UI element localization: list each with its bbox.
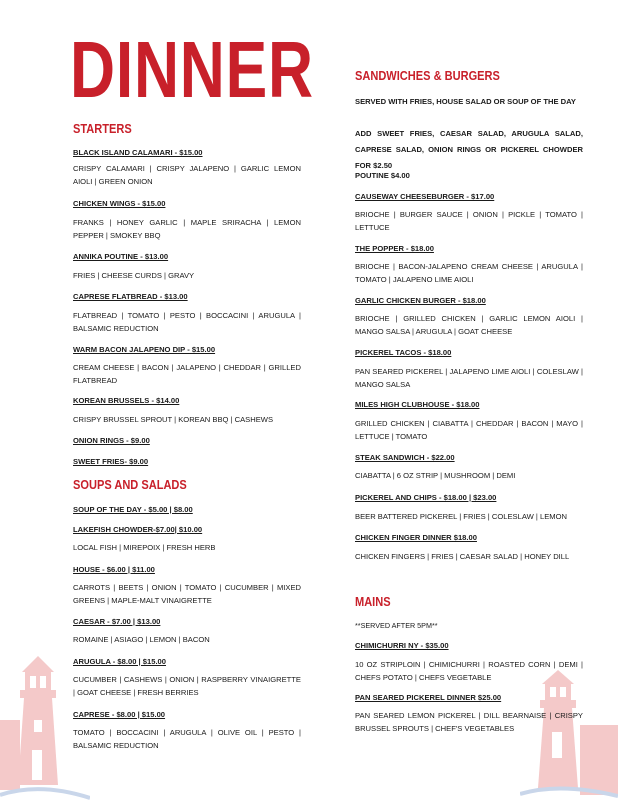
menu-item-title: CHICKEN WINGS - $15.00: [73, 199, 166, 208]
menu-item-title: ONION RINGS - $9.00: [73, 436, 150, 445]
lighthouse-icon: [0, 650, 90, 800]
menu-item-desc: CRISPY CALAMARI | CRISPY JALAPENO | GARLIC LEMON AIOLI | GREEN ONION: [73, 164, 301, 186]
menu-item-desc: GRILLED CHICKEN | CIABATTA | CHEDDAR | BACON | MAYO | LETTUCE | TOMATO: [355, 419, 583, 441]
menu-item-desc: BRIOCHE | BURGER SAUCE | ONION | PICKLE | TOMATO | LETTUCE: [355, 210, 583, 232]
menu-item-title: PICKEREL AND CHIPS - $18.00 | $23.00: [355, 493, 497, 502]
menu-item-desc: CHICKEN FINGERS | FRIES | CAESAR SALAD | HONEY DILL: [355, 552, 570, 561]
menu-item-title: CAPRESE - $8.00 | $15.00: [73, 710, 166, 719]
menu-item-desc: CARROTS | BEETS | ONION | TOMATO | CUCUMBER | MIXED GREENS | MAPLE-MALT VINAIGRETTE: [73, 583, 301, 605]
menu-item-desc: BRIOCHE | BACON-JALAPENO CREAM CHEESE | ARUGULA | TOMATO | JALAPENO LIME AIOLI: [355, 262, 583, 284]
poutine-note: POUTINE $4.00: [355, 171, 410, 180]
menu-item-title: CHIMICHURRI NY - $35.00: [355, 641, 449, 650]
menu-item-desc: BRIOCHE | GRILLED CHICKEN | GARLIC LEMON AIOLI | MANGO SALSA | ARUGULA | GOAT CHEESE: [355, 314, 583, 336]
menu-item-title: PICKEREL TACOS - $18.00: [355, 348, 452, 357]
page-title: DINNER: [70, 25, 314, 114]
menu-item-desc: FRIES | CHEESE CURDS | GRAVY: [73, 271, 195, 280]
add-ons-note: ADD SWEET FRIES, CAESAR SALAD, ARUGULA SALAD, CAPRESE SALAD, ONION RINGS OR PICKEREL CHOWDER FOR $2.50: [355, 129, 583, 170]
menu-item-desc: FRANKS | HONEY GARLIC | MAPLE SRIRACHA | LEMON PEPPER | SMOKEY BBQ: [73, 218, 301, 240]
menu-item-title: CAPRESE FLATBREAD - $13.00: [73, 292, 188, 301]
menu-item-title: STEAK SANDWICH - $22.00: [355, 453, 455, 462]
soups-heading: SOUPS AND SALADS: [73, 477, 187, 492]
menu-item-title: HOUSE - $6.00 | $11.00: [73, 565, 155, 574]
menu-item-title: SOUP OF THE DAY - $5.00 | $8.00: [73, 505, 193, 514]
menu-item-desc: 10 OZ STRIPLOIN | CHIMICHURRI | ROASTED CORN | DEMI | CHEFS POTATO | CHEFS VEGETABLE: [355, 660, 583, 682]
mains-note: **SERVED AFTER 5PM**: [355, 621, 438, 630]
sandwiches-heading: SANDWICHES & BURGERS: [355, 68, 500, 83]
menu-item-title: CHICKEN FINGER DINNER $18.00: [355, 533, 477, 542]
menu-item-desc: CUCUMBER | CASHEWS | ONION | RASPBERRY VINAIGRETTE | GOAT CHEESE | FRESH BERRIES: [73, 675, 301, 697]
lighthouse-icon: [520, 670, 618, 800]
menu-item-title: MILES HIGH CLUBHOUSE - $18.00: [355, 400, 480, 409]
menu-item-title: ANNIKA POUTINE - $13.00: [73, 252, 169, 261]
starters-heading: STARTERS: [73, 121, 132, 136]
menu-item-desc: LOCAL FISH | MIREPOIX | FRESH HERB: [73, 543, 216, 552]
menu-item-title: LAKEFISH CHOWDER-$7.00| $10.00: [73, 525, 203, 534]
menu-item-title: CAESAR - $7.00 | $13.00: [73, 617, 161, 626]
menu-item-title: THE POPPER - $18.00: [355, 244, 434, 253]
menu-item-desc: ROMAINE | ASIAGO | LEMON | BACON: [73, 635, 210, 644]
menu-item-title: BLACK ISLAND CALAMARI - $15.00: [73, 148, 203, 157]
menu-item-title: SWEET FRIES- $9.00: [73, 457, 149, 466]
menu-item-title: WARM BACON JALAPENO DIP - $15.00: [73, 345, 216, 354]
menu-item-desc: PAN SEARED PICKEREL | JALAPENO LIME AIOLI | COLESLAW | MANGO SALSA: [355, 367, 583, 389]
menu-item-desc: CIABATTA | 6 OZ STRIP | MUSHROOM | DEMI: [355, 471, 516, 480]
mains-heading: MAINS: [355, 594, 391, 609]
menu-item-desc: TOMATO | BOCCACINI | ARUGULA | OLIVE OIL | PESTO | BALSAMIC REDUCTION: [73, 728, 301, 750]
menu-item-title: PAN SEARED PICKEREL DINNER $25.00: [355, 693, 502, 702]
menu-item-title: CAUSEWAY CHEESEBURGER - $17.00: [355, 192, 495, 201]
menu-item-desc: FLATBREAD | TOMATO | PESTO | BOCCACINI | ARUGULA | BALSAMIC REDUCTION: [73, 311, 301, 333]
served-with-note: SERVED WITH FRIES, HOUSE SALAD OR SOUP OF THE DAY: [355, 97, 576, 106]
menu-item-desc: PAN SEARED LEMON PICKEREL | DILL BEARNAISE | CRISPY BRUSSEL SPROUTS | CHEF'S VEGETABLES: [355, 711, 583, 733]
menu-item-desc: BEER BATTERED PICKEREL | FRIES | COLESLAW | LEMON: [355, 512, 567, 521]
menu-item-title: ARUGULA - $8.00 | $15.00: [73, 657, 167, 666]
menu-item-title: GARLIC CHICKEN BURGER - $18.00: [355, 296, 486, 305]
menu-item-desc: CREAM CHEESE | BACON | JALAPENO | CHEDDAR | GRILLED FLATBREAD: [73, 363, 301, 385]
menu-item-desc: CRISPY BRUSSEL SPROUT | KOREAN BBQ | CASHEWS: [73, 415, 274, 424]
menu-item-title: KOREAN BRUSSELS - $14.00: [73, 396, 180, 405]
